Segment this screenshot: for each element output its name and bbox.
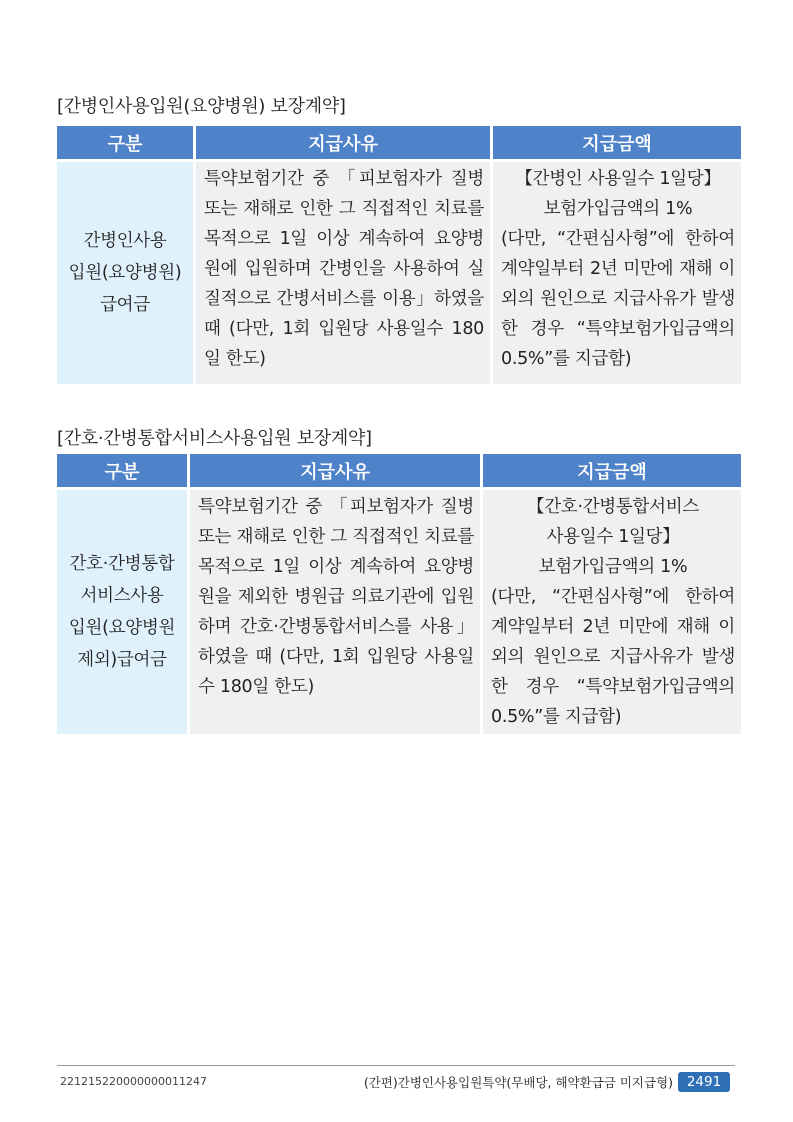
amount-note: (다만, “간편심사형”에 한하여 계약일부터 2년 미만에 재해 이외의 원인으로 지급사유가 발생한 경우 “특약보험가입금액의 0.5%”를 지급함): [491, 587, 735, 727]
amount-unit: 사용일수 1일당】: [546, 527, 680, 547]
category-cell: [57, 162, 193, 384]
category-line: 제외)급여금: [77, 650, 167, 670]
category-cell: [57, 490, 187, 734]
header-reason: 지급사유: [196, 126, 490, 162]
category-line: 입원(요양병원): [68, 263, 182, 283]
category-line: 간병인사용: [83, 231, 167, 251]
header-reason: 지급사유: [190, 454, 480, 490]
category-line: 서비스사용: [80, 586, 164, 606]
reason-cell: 특약보험기간 중 「피보험자가 질병 또는 재해로 인한 그 직접적인 치료를 목적으로 1일 이상 계속하여 요양병원에 입원하며 간병인을 사용하여 실질적으로 간병서비스를 이용」하였을 때 (다만, 1회 입원당 사용일수 180일 한도): [196, 162, 490, 384]
section-title-2: [간호·간병통합서비스사용입원 보장계약]: [57, 428, 372, 449]
document-code: 221215220000000011247: [60, 1075, 207, 1088]
header-amount: 지급금액: [483, 454, 741, 490]
amount-base: 보험가입금액의 1%: [543, 199, 693, 219]
amount-note: (다만, “간편심사형”에 한하여 계약일부터 2년 미만에 재해 이외의 원인으로 지급사유가 발생한 경우 “특약보험가입금액의 0.5%”를 지급함): [501, 229, 735, 369]
category-line: 입원(요양병원: [68, 618, 176, 638]
reason-cell: 특약보험기간 중 「피보험자가 질병 또는 재해로 인한 그 직접적인 치료를 목적으로 1일 이상 계속하여 요양병원을 제외한 병원급 의료기관에 입원하며 간호·간병통합서비스를 사용」하였을 때 (다만, 1회 입원당 사용일수 180일 한도): [190, 490, 480, 734]
table-row: [57, 490, 741, 734]
footer-divider: [57, 1065, 735, 1066]
category-line: 간호·간병통합: [69, 554, 175, 574]
coverage-table-1: [54, 126, 744, 384]
page-number: 2491: [678, 1072, 730, 1092]
amount-cell: [493, 162, 741, 384]
header-category: 구분: [57, 454, 187, 490]
header-amount: 지급금액: [493, 126, 741, 162]
amount-unit: 【간호·간병통합서비스: [527, 497, 699, 517]
header-category: 구분: [57, 126, 193, 162]
footer-title: (간편)간병인사용입원특약(무배당, 해약환급금 미지급형): [363, 1075, 673, 1090]
amount-unit: 【간병인 사용일수 1일당】: [515, 169, 721, 189]
coverage-table-2: [54, 454, 744, 734]
amount-base: 보험가입금액의 1%: [538, 557, 688, 577]
category-line: 급여금: [100, 295, 150, 315]
section-title-1: [간병인사용입원(요양병원) 보장계약]: [57, 96, 346, 117]
amount-cell: [483, 490, 741, 734]
table-row: [57, 162, 741, 384]
